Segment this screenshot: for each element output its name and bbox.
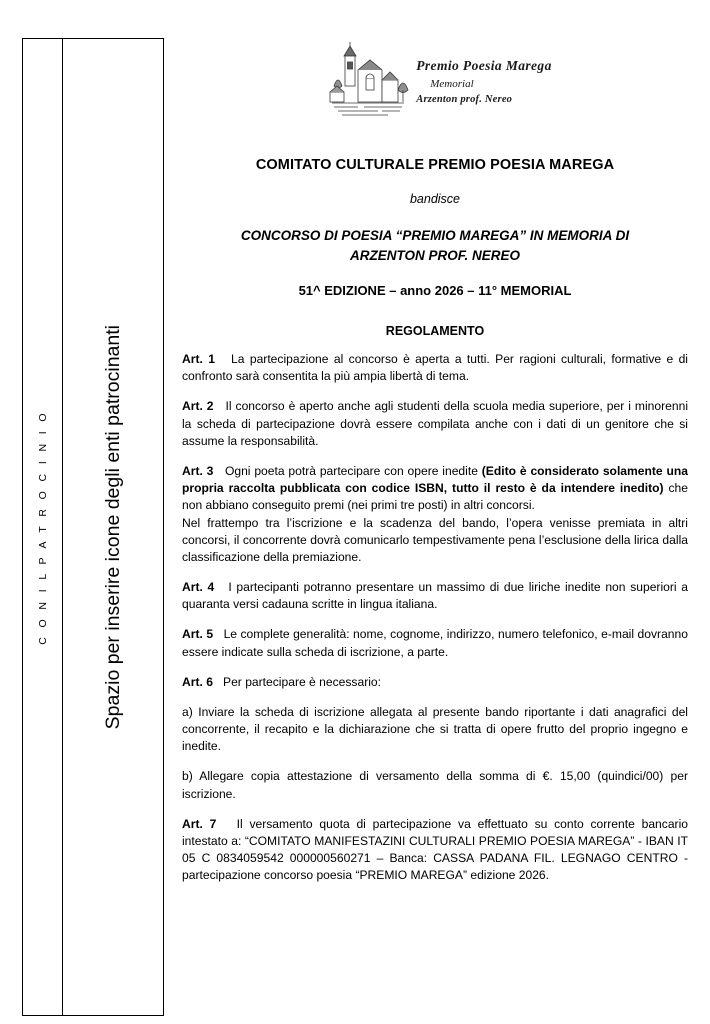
article-5-text: Le complete generalità: nome, cognome, indirizzo, numero telefonico, e-mail dovranno essere indicate sulla scheda di iscrizione, a parte. — [182, 627, 688, 659]
committee-title: COMITATO CULTURALE PREMIO POESIA MAREGA — [255, 157, 615, 173]
article-3-text-part3: Nel frattempo tra l’iscrizione e la scadenza del bando, l’opera venisse premiata in altri concorsi, il concorrente dovrà comunicarlo tempestivamente pena l’esclusione della lirica dalla classificazione della premiazione. — [182, 515, 688, 564]
document-content — [182, 40, 688, 884]
logo-title: Premio Poesia Marega — [416, 58, 552, 73]
patrons-space-label: Spazio per inserire icone degli enti patrocinanti — [101, 324, 124, 730]
edition-line: 51^ EDIZIONE – anno 2026 – 11° MEMORIAL — [298, 283, 572, 299]
article-3-text-part1: Ogni poeta potrà partecipare con opere inedite — [224, 463, 482, 478]
article-5 — [182, 626, 688, 660]
article-2-text: Il concorso è aperto anche agli studenti della scuola media superiore, per i minorenni la scheda di partecipazione dovrà essere compilata anche con i dati di un genitore che si assume la responsabilità. — [182, 399, 689, 448]
article-2 — [182, 398, 688, 450]
logo-block — [182, 40, 688, 135]
logo-dedication: Arzenton prof. Nereo — [416, 93, 513, 105]
article-4-label: Art. 4 — [182, 580, 215, 595]
logo-subtitle: Memorial — [430, 77, 474, 90]
contest-title — [182, 226, 688, 265]
article-7-text: Il versamento quota di partecipazione va effettuato su conto corrente bancario intestato a: “COMITATO MANIFESTAZINI CULTURALI PREMIO POESIA MAREGA” - IBAN IT 05 C 0834059542 000000560271 – Banca: CASSA PADANA FIL. LEGNAGO CENTRO - partecipazione concorso poesia “PREMIO MAREGA” edizione 2026. — [182, 816, 688, 883]
article-6 — [182, 674, 688, 691]
patronage-label-column — [23, 39, 63, 1015]
article-1-text: La partecipazione al concorso è aperta a tutti. Per ragioni culturali, formative e di confronto sarà consentita la più ampia libertà di tema. — [182, 352, 688, 384]
article-6-label: Art. 6 — [182, 674, 213, 689]
bandisce-line: bandisce — [409, 192, 461, 206]
church-engraving-icon — [318, 40, 410, 132]
patronage-label: C O N I L P A T R O C I N I O — [36, 409, 49, 645]
article-7 — [182, 816, 688, 885]
article-6-text: Per partecipare è necessario: — [223, 674, 381, 689]
article-3-bold-clause: (Edito è considerato solamente una propria raccolta pubblicata con codice ISBN, tutto il resto è da intendere inedito) — [182, 463, 688, 496]
article-4 — [182, 579, 688, 613]
article-6-item-a: a) Inviare la scheda di iscrizione allegata al presente bando riportante i dati anagrafici del concorrente, il recapito e la dichiarazione che si tratta di opere frutto del proprio ingegno e inedite. — [182, 704, 688, 754]
article-1 — [182, 351, 688, 385]
article-5-label: Art. 5 — [182, 627, 214, 642]
patrons-space-column — [63, 39, 163, 1015]
article-3 — [182, 463, 688, 566]
article-7-label: Art. 7 — [182, 816, 217, 831]
article-4-text: I partecipanti potranno presentare un massimo di due liriche inedite non superiori a quaranta versi cadauna scritte in lingua italiana. — [182, 580, 688, 612]
rules-heading: REGOLAMENTO — [385, 324, 485, 339]
patrons-sidebar — [22, 38, 164, 1016]
article-6-item-b: b) Allegare copia attestazione di versamento della somma di €. 15,00 (quindici/00) per iscrizione. — [182, 769, 688, 801]
contest-title-line-2: ARZENTON PROF. NEREO — [349, 247, 520, 263]
article-2-label: Art. 2 — [182, 399, 214, 414]
article-3-label: Art. 3 — [182, 463, 214, 478]
logo-wordmark — [416, 40, 552, 105]
article-1-label: Art. 1 — [182, 352, 215, 367]
article-3-text-part2: che non abbiano conseguito premi (nei primi tre posti) in altri concorsi. — [182, 481, 689, 513]
contest-title-line-1: CONCORSO DI POESIA “PREMIO MAREGA” IN MEMORIA DI — [240, 228, 630, 243]
